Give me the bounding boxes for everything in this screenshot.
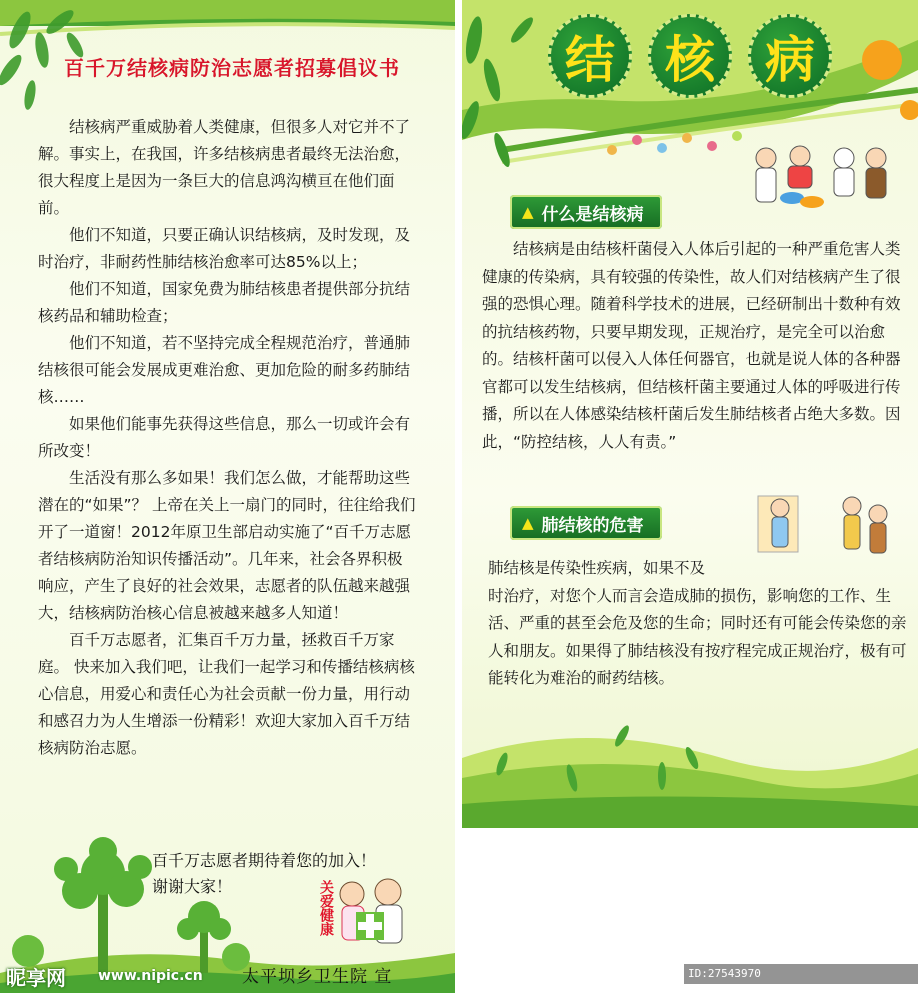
tuberculosis-info-poster (462, 0, 918, 828)
triangle-icon: ▲ (522, 203, 534, 221)
paragraph: 结核病严重威胁着人类健康，但很多人对它并不了解。事实上，在我国，许多结核病患者最终无法治愈，很大程度上是因为一条巨大的信息鸿沟横亘在他们面前。 (38, 118, 411, 217)
poster-body (38, 114, 418, 762)
paragraph: 肺结核是传染性疾病，如果不及 (488, 559, 706, 577)
paragraph: 如果他们能事先获得这些信息，那么一切或许会有所改变！ (38, 415, 411, 460)
paragraph: 生活没有那么多如果！我们怎么做，才能帮助这些潜在的“如果”？ 上帝在关上一扇门的同时，往往给我们开了一道窗！2012年原卫生部启动实施了“百千万志愿者结核病防治知识传播活动”。几年来，社会各界积极响应，产生了良好的社会效果，志愿者的队伍越来越强大，结核病防治核心信息被越来越多人知道！ (38, 469, 416, 622)
section-heading-text: 什么是结核病 (541, 204, 644, 225)
title-char: 病 (748, 14, 832, 98)
triangle-icon: ▲ (522, 514, 534, 532)
paragraph: 结核病是由结核杆菌侵入人体后引起的一种严重危害人类健康的传染病，具有较强的传染性，故人们对结核病产生了很强的恐惧心理。随着科学技术的进展，已经研制出十数种有效的抗结核药物，只要早期发现，正规治疗，是完全可以治愈的。结核杆菌可以侵入人体任何器官，也就是说人体的各种器官都可以发生结核病，但结核杆菌主要通过人体的呼吸进行传播，所以在人体感染结核杆菌后发生肺结核者占绝大多数。因此，“防控结核，人人有责。” (482, 240, 901, 451)
patients-cartoon-icon (754, 492, 904, 564)
paragraph: 时治疗，对您个人而言会造成肺的损伤，影响您的工作、生活、严重的甚至会危及您的生命；同时还有可能会传染您的亲人和朋友。如果得了肺结核没有按疗程完成正规治疗，极有可能转化为难治的耐药结核。 (488, 586, 907, 687)
paragraph: 他们不知道，国家免费为肺结核患者提供部分抗结核药品和辅助检查； (38, 280, 411, 325)
image-id-watermark: ID:27543970 NO:20190416100222720000 (684, 964, 918, 984)
recruitment-poster (0, 0, 455, 993)
doctor-nurse-icon (330, 874, 410, 954)
section-body (488, 555, 908, 693)
doctors-cartoon-icon (748, 142, 898, 212)
paragraph: 他们不知道，若不坚持完成全程规范治疗，普通肺结核很可能会发展成更难治愈、更加危险的耐多药肺结核…… (38, 334, 411, 406)
tree-icon (54, 837, 152, 973)
title-char: 结 (548, 14, 632, 98)
section-body (482, 236, 914, 456)
paragraph: 他们不知道，只要正确认识结核病，及时发现，及时治疗，非耐药性肺结核治愈率可达85%以上； (38, 226, 411, 271)
thanks-line: 谢谢大家！ (152, 877, 233, 896)
issuer-footer: 太平坝乡卫生院 宣 (242, 967, 393, 987)
watermark-logo: 昵享网 (6, 966, 66, 990)
title-char: 核 (648, 14, 732, 98)
thanks-line: 百千万志愿者期待着您的加入！ (152, 851, 377, 870)
section-heading-text: 肺结核的危害 (541, 515, 644, 536)
hills-decoration (462, 718, 918, 828)
watermark-url: www.nipic.cn (98, 968, 203, 984)
paragraph: 百千万志愿者，汇集百千万力量，拯救百千万家庭。 快来加入我们吧，让我们一起学习和传播结核病核心信息，用爱心和责任心为社会贡献一份力量，用行动和感召力为人生增添一份精彩！欢迎大家加入百千万结核病防治志愿。 (38, 631, 415, 757)
care-health-label: 关爱健康 (318, 880, 334, 936)
section-heading-what-is-tb (510, 195, 662, 229)
section-heading-harm (510, 506, 662, 540)
poster-title: 百千万结核病防治志愿者招募倡议书 (64, 56, 400, 80)
